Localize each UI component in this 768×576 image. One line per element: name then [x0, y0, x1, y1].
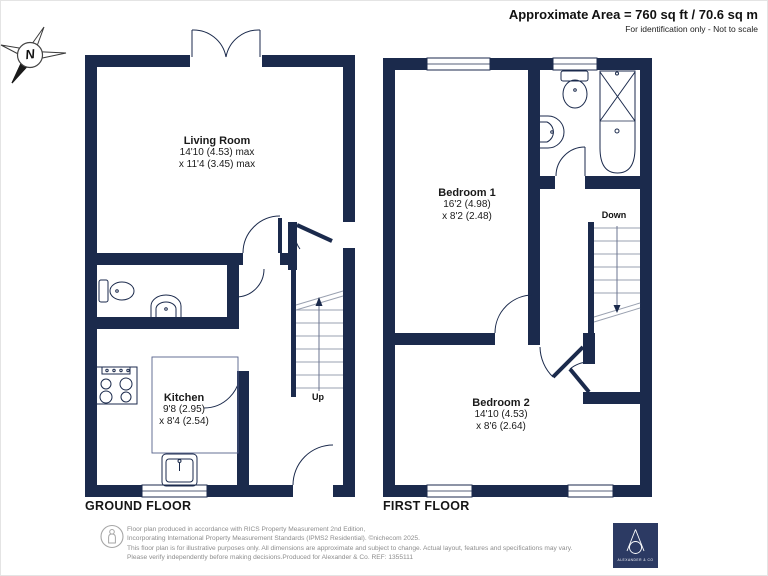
bedroom-2-dim2: x 8'6 (2.64)	[476, 421, 526, 432]
french-doors	[192, 30, 260, 57]
wc-toilet-icon	[99, 280, 134, 302]
bedroom-1-dim1: 16'2 (4.98)	[443, 199, 491, 210]
bedroom-1-name: Bedroom 1	[438, 187, 496, 199]
first-floor-title: FIRST FLOOR	[383, 499, 470, 513]
identification-note-text: For identification only - Not to scale	[625, 24, 758, 34]
logo-wordmark: ALEXANDER & CO	[617, 558, 654, 562]
kitchen-name: Kitchen	[163, 392, 205, 404]
disclaimer-line-4: Please verify independently before making decisions.Produced for Alexander & Co. REF: 1355111	[127, 553, 414, 561]
bedroom-1-label	[438, 187, 495, 223]
bedroom-1-dim2: x 8'2 (2.48)	[442, 211, 492, 222]
kitchen-dim2: x 8'4 (2.54)	[159, 416, 209, 427]
disclaimer-text	[127, 525, 572, 562]
stairs-down	[594, 226, 640, 322]
kitchen-label	[159, 392, 209, 428]
ipms-person-icon	[99, 523, 126, 550]
disclaimer-line-2: Incorporating International Property Measurement Standards (IPMS2 Residential). ©nichecom 2025.	[127, 535, 420, 543]
stairs-up	[296, 291, 343, 391]
living-room-dim2: x 11'4 (3.45) max	[178, 159, 256, 170]
bathroom-basin-icon	[540, 116, 564, 148]
bedroom-2-dim1: 14'10 (4.53)	[474, 409, 528, 420]
ground-floor-plan	[85, 30, 355, 497]
bath-with-shower-icon	[600, 71, 635, 173]
kitchen-sink-icon	[162, 454, 197, 486]
kitchen-window	[142, 485, 207, 497]
approximate-area-text: Approximate Area = 760 sq ft / 70.6 sq m	[508, 7, 758, 22]
disclaimer-line-1: Floor plan produced in accordance with RICS Property Measurement 2nd Edition,	[127, 526, 366, 533]
bedroom-2-label	[472, 397, 529, 433]
compass-n-label: N	[24, 46, 36, 63]
living-room-name: Living Room	[183, 135, 251, 147]
bathroom-toilet-icon	[561, 71, 588, 108]
bedroom-2-name: Bedroom 2	[472, 397, 530, 409]
living-room-dim1: 14'10 (4.53) max	[179, 147, 255, 158]
kitchen-dim1: 9'8 (2.95)	[163, 404, 205, 415]
stove-icon	[96, 367, 137, 404]
ground-floor-title: GROUND FLOOR	[85, 499, 192, 513]
alexander-co-logo	[613, 523, 658, 568]
stairs-down-label: Down	[601, 210, 627, 220]
disclaimer-line-3: This floor plan is for illustrative purposes only. All dimensions are approximate and subject to change. Actual layout, features and specifications may vary.	[127, 544, 573, 552]
living-room-label	[179, 135, 255, 171]
stairs-up-label: Up	[312, 392, 324, 402]
wc-basin-icon	[151, 295, 181, 317]
